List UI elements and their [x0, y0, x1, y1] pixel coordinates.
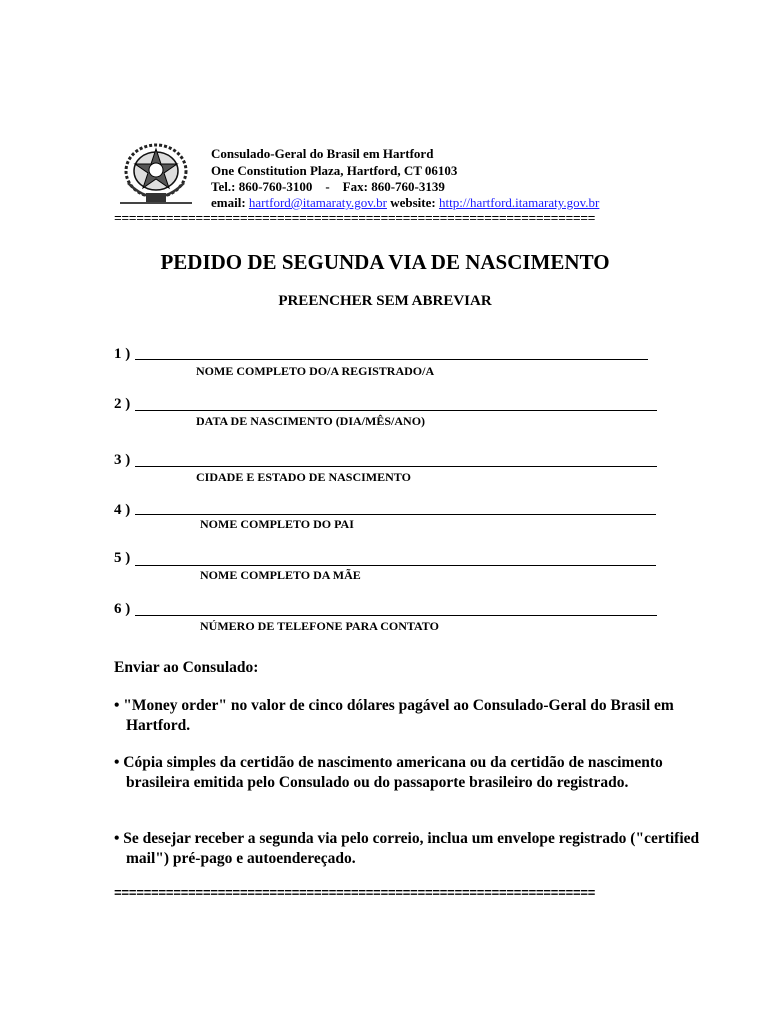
website-label: website:	[390, 195, 436, 210]
field-2-line[interactable]	[135, 410, 657, 411]
page-title: PEDIDO DE SEGUNDA VIA DE NASCIMENTO	[160, 250, 610, 274]
field-6-line[interactable]	[135, 615, 657, 616]
field-1-number: 1 )	[114, 346, 131, 362]
brazil-coat-of-arms-seal	[106, 133, 206, 213]
field-4-number: 4 )	[114, 502, 131, 518]
consulate-address: One Constitution Plaza, Hartford, CT 06103	[211, 163, 458, 178]
field-3-caption: CIDADE E ESTADO DE NASCIMENTO	[196, 470, 411, 484]
page-subtitle: PREENCHER SEM ABREVIAR	[278, 293, 492, 309]
requirement-money-order: • "Money order" no valor de cinco dólares pagável ao Consulado-Geral do Brasil em Hartford.	[114, 697, 674, 734]
requirement-birth-certificate-copy: • Cópia simples da certidão de nascimento americana ou da certidão de nascimento brasileira emitida pelo Consulado ou do passaporte brasileiro do registrado.	[114, 754, 663, 791]
requirement-certified-mail: • Se desejar receber a segunda via pelo correio, inclua um envelope registrado ("certified mail") pré-pago e autoendereçado.	[114, 830, 700, 867]
email-link[interactable]: hartford@itamaraty.gov.br	[248, 195, 387, 210]
field-2-caption: DATA DE NASCIMENTO (DIA/MÊS/ANO)	[196, 414, 426, 428]
field-3-line[interactable]	[135, 466, 657, 467]
website-link[interactable]: http://hartford.itamaraty.gov.br	[438, 195, 600, 210]
field-5-number: 5 )	[114, 550, 131, 566]
field-1-line[interactable]	[135, 359, 648, 360]
field-2-number: 2 )	[114, 396, 131, 412]
field-5-caption: NOME COMPLETO DA MÃE	[200, 568, 361, 582]
send-heading: Enviar ao Consulado:	[114, 659, 259, 676]
field-4-line[interactable]	[135, 514, 656, 515]
consulate-name: Consulado-Geral do Brasil em Hartford	[211, 146, 434, 161]
footer-divider: =================================================================	[114, 887, 596, 900]
header-divider: =================================================================	[114, 212, 596, 225]
field-1-caption: NOME COMPLETO DO/A REGISTRADO/A	[196, 364, 435, 378]
contact-line	[211, 195, 599, 211]
field-4-caption: NOME COMPLETO DO PAI	[200, 517, 354, 531]
field-6-number: 6 )	[114, 601, 131, 617]
phone-fax: Tel.: 860-760-3100 - Fax: 860-760-3139	[211, 179, 445, 194]
field-6-caption: NÚMERO DE TELEFONE PARA CONTATO	[200, 619, 439, 633]
field-5-line[interactable]	[135, 565, 656, 566]
email-label: email:	[211, 195, 246, 210]
field-3-number: 3 )	[114, 452, 131, 468]
